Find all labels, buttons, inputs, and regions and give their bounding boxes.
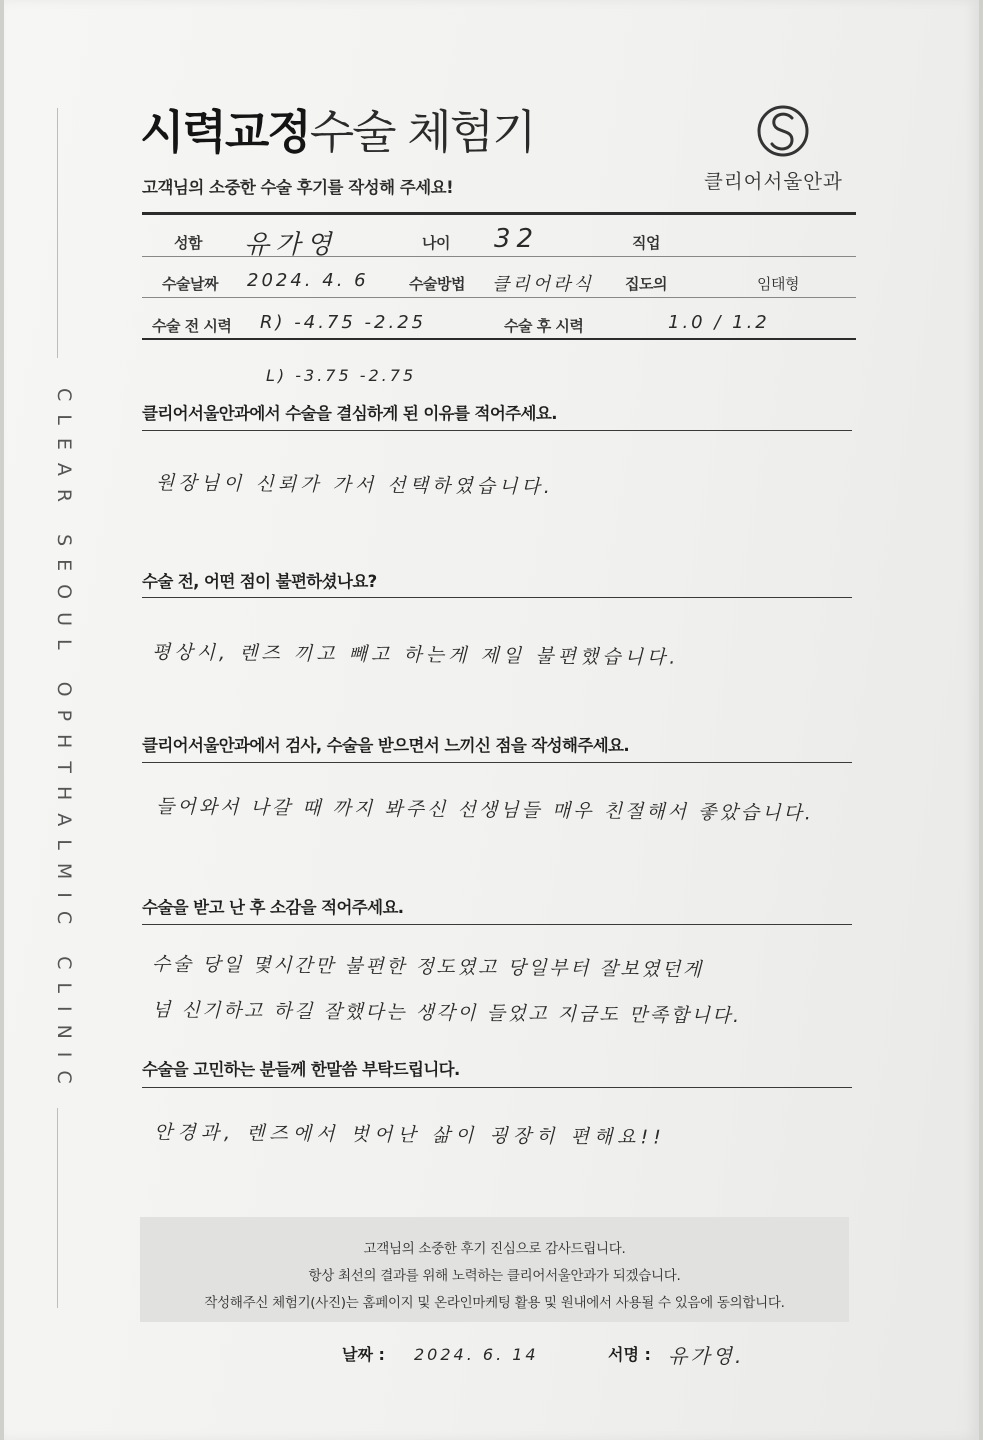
- side-clinic-text: CLEAR SEOUL OPHTHALMIC CLINIC: [53, 388, 75, 1097]
- side-rule-top: [57, 108, 58, 358]
- question-4-rule: [142, 924, 852, 925]
- surgery-date-value: 2024. 4. 6: [247, 270, 369, 291]
- notice-line-1: 고객님의 소중한 후기 진심으로 감사드립니다.: [363, 1241, 626, 1257]
- thank-you-notice: [140, 1217, 849, 1322]
- job-label: 직업: [632, 234, 660, 252]
- clinic-logo-icon: [756, 102, 810, 160]
- question-4: 수술을 받고 난 후 소감을 적어주세요.: [142, 898, 404, 917]
- question-2: 수술 전, 어떤 점이 불편하셨나요?: [142, 572, 377, 591]
- question-5: 수술을 고민하는 분들께 한말씀 부탁드립니다.: [142, 1060, 460, 1079]
- doctor-label: 집도의: [625, 275, 667, 293]
- pre-vision-right: R) -4.75 -2.25: [260, 312, 427, 333]
- pre-vision-label: 수술 전 시력: [152, 317, 232, 335]
- age-label: 나이: [422, 234, 450, 252]
- notice-line-3: 작성해주신 체험기(사진)는 홈페이지 및 온라인마케팅 활용 및 원내에서 사용될 수 있음에 동의합니다.: [204, 1295, 785, 1311]
- signature-label: 서명 :: [608, 1345, 651, 1364]
- name-value: 유가영: [244, 230, 338, 260]
- question-1: 클리어서울안과에서 수술을 결심하게 된 이유를 적어주세요.: [142, 404, 557, 423]
- info-row-divider: [142, 297, 856, 298]
- age-value: 32: [494, 224, 540, 254]
- page-title: [140, 96, 535, 162]
- post-vision-value: 1.0 / 1.2: [668, 312, 770, 333]
- question-1-rule: [142, 430, 852, 431]
- answer-5: 안경과, 렌즈에서 벗어난 삶이 굉장히 편해요!!: [153, 1121, 666, 1149]
- answer-1: 원장님이 신뢰가 가서 선택하였습니다.: [155, 471, 554, 499]
- page-subtitle: 고객님의 소중한 수술 후기를 작성해 주세요!: [142, 178, 454, 197]
- review-form-paper: [4, 0, 979, 1440]
- answer-2: 평상시, 렌즈 끼고 빼고 하는게 제일 불편했습니다.: [151, 641, 680, 669]
- answer-3: 들어와서 나갈 때 까지 봐주신 선생님들 매우 친절해서 좋았습니다.: [155, 795, 815, 825]
- notice-line-2: 항상 최선의 결과를 위해 노력하는 클리어서울안과가 되겠습니다.: [308, 1268, 681, 1284]
- question-5-rule: [142, 1087, 852, 1088]
- date-value: 2024. 6. 14: [414, 1345, 539, 1364]
- post-vision-label: 수술 후 시력: [504, 317, 584, 335]
- clinic-name: 클리어서울안과: [704, 170, 843, 193]
- pre-vision-left: L) -3.75 -2.75: [266, 366, 417, 385]
- info-bottom-rule: [142, 338, 856, 340]
- surgery-method-value: 클리어라식: [492, 274, 594, 295]
- question-3-rule: [142, 762, 852, 763]
- name-label: 성함: [174, 234, 202, 252]
- question-3: 클리어서울안과에서 검사, 수술을 받으면서 느끼신 점을 작성해주세요.: [142, 736, 630, 755]
- date-label: 날짜 :: [342, 1345, 385, 1364]
- question-2-rule: [142, 597, 852, 598]
- title-bold: 시력교정: [140, 105, 310, 159]
- signature-value: 유가영.: [668, 1344, 745, 1368]
- surgery-method-label: 수술방법: [409, 275, 465, 293]
- side-rule-bottom: [57, 1108, 58, 1308]
- info-top-rule: [142, 212, 856, 215]
- answer-4-line-2: 넘 신기하고 하길 잘했다는 생각이 들었고 지금도 만족합니다.: [151, 998, 742, 1028]
- surgery-date-label: 수술날짜: [162, 275, 218, 293]
- answer-4-line-1: 수술 당일 몇시간만 불편한 정도였고 당일부터 잘보였던게: [151, 953, 704, 981]
- doctor-value: 임태형: [757, 275, 799, 293]
- title-rest: 수술 체험기: [309, 105, 535, 159]
